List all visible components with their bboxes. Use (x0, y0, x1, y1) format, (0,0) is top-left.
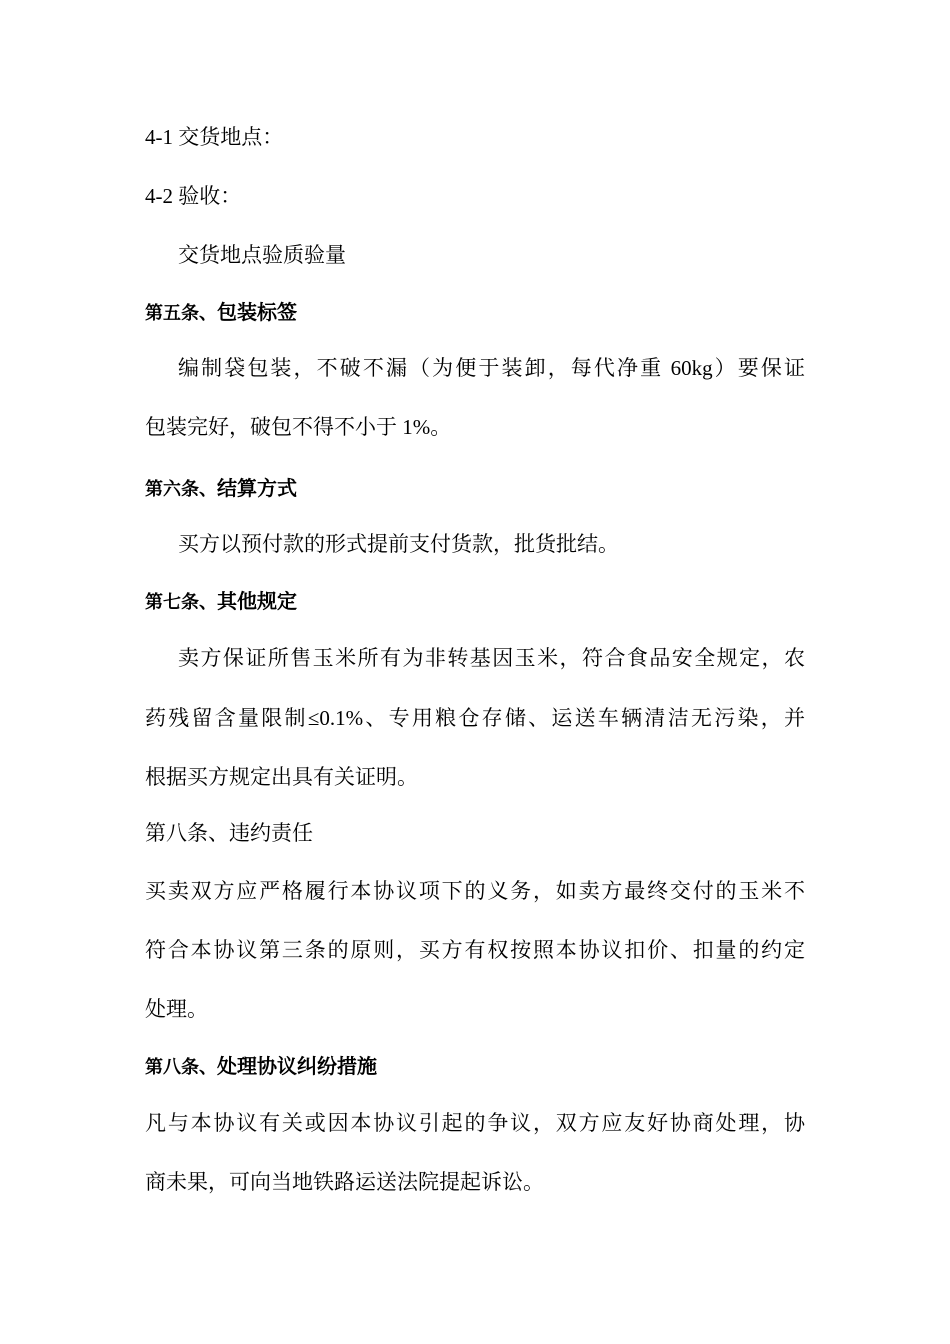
article-8-heading: 第八条、违约责任 (145, 821, 313, 845)
article-6-text: 买方以预付款的形式提前支付货款，批货批结。 (178, 532, 619, 556)
article-title: 处理协议纠纷措施 (217, 1054, 377, 1078)
article-number: 第五条、 (145, 303, 217, 324)
article-7-text: 卖方保证所售玉米所有为非转基因玉米，符合食品安全规定，农 (178, 646, 805, 670)
article-number: 第七条、 (145, 592, 217, 613)
article-8b-text: 商未果，可向当地铁路运送法院提起诉讼。 (145, 1170, 544, 1194)
article-title: 结算方式 (217, 476, 297, 500)
article-5-text: 编制袋包装，不破不漏（为便于装卸，每代净重 60kg）要保证 (178, 356, 805, 380)
clause-4-1: 4-1 交货地点： (145, 125, 284, 149)
article-7-heading (145, 586, 297, 618)
article-title: 其他规定 (217, 589, 297, 613)
article-8-text: 买卖双方应严格履行本协议项下的义务，如卖方最终交付的玉米不 (145, 879, 805, 903)
article-8b-heading (145, 1051, 377, 1083)
article-title: 包装标签 (217, 300, 297, 324)
clause-4-2: 4-2 验收： (145, 184, 242, 208)
article-8-text: 处理。 (145, 997, 208, 1021)
article-8b-text: 凡与本协议有关或因本协议引起的争议，双方应友好协商处理，协 (145, 1111, 805, 1135)
clause-4-2-body: 交货地点验质验量 (178, 243, 346, 267)
article-7-text: 根据买方规定出具有关证明。 (145, 765, 418, 789)
article-5-heading (145, 297, 297, 329)
article-number: 第八条、 (145, 1057, 217, 1078)
article-6-heading (145, 473, 297, 505)
article-5-text: 包装完好，破包不得不小于 1%。 (145, 415, 452, 439)
article-8-text: 符合本协议第三条的原则，买方有权按照本协议扣价、扣量的约定 (145, 938, 805, 962)
article-7-text: 药残留含量限制≤0.1%、专用粮仓存储、运送车辆清洁无污染，并 (145, 706, 805, 730)
article-number: 第六条、 (145, 479, 217, 500)
